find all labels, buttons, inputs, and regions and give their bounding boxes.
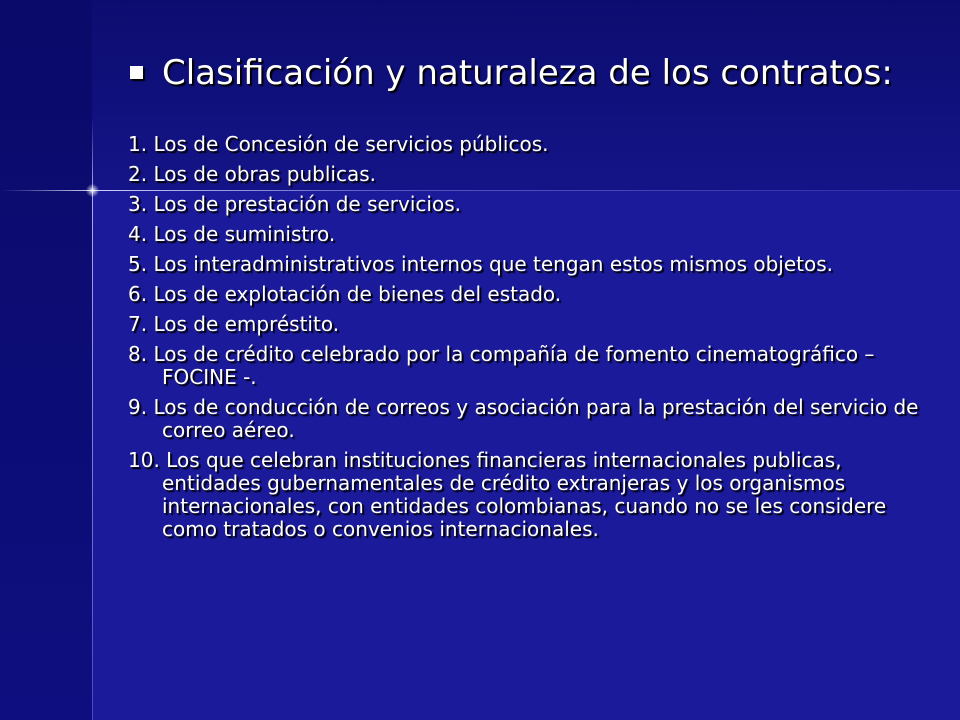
slide-title-text: Clasificación y naturaleza de los contratos: — [162, 53, 893, 93]
list-item: 2. Los de obras publicas. — [128, 162, 376, 186]
list-item: 1. Los de Concesión de servicios públicos. — [128, 132, 549, 156]
list-item: 7. Los de empréstito. — [128, 312, 340, 336]
list-item: 8. Los de crédito celebrado por la compañía de fomento cinematográfico –FOCINE -. — [128, 342, 875, 389]
decorative-vertical-line — [92, 118, 93, 720]
list-item: 4. Los de suministro. — [128, 222, 336, 246]
square-bullet-icon — [130, 66, 143, 79]
contract-list — [128, 133, 928, 548]
list-item: 10. Los que celebran instituciones financieras internacionales publicas, entidades gubernamentales de crédito extranjeras y los organismos internacionales, con entidades colombianas, cuando no se les considere como tratados o convenios internacionales. — [128, 448, 887, 541]
list-item: 6. Los de explotación de bienes del estado. — [128, 282, 562, 306]
slide-title — [130, 52, 950, 94]
list-item: 5. Los interadministrativos internos que tengan estos mismos objetos. — [128, 252, 834, 276]
sparkle-icon — [86, 184, 99, 197]
background-left-panel — [0, 0, 92, 720]
list-item: 9. Los de conducción de correos y asociación para la prestación del servicio de correo aéreo. — [128, 395, 919, 442]
list-item: 3. Los de prestación de servicios. — [128, 192, 461, 216]
